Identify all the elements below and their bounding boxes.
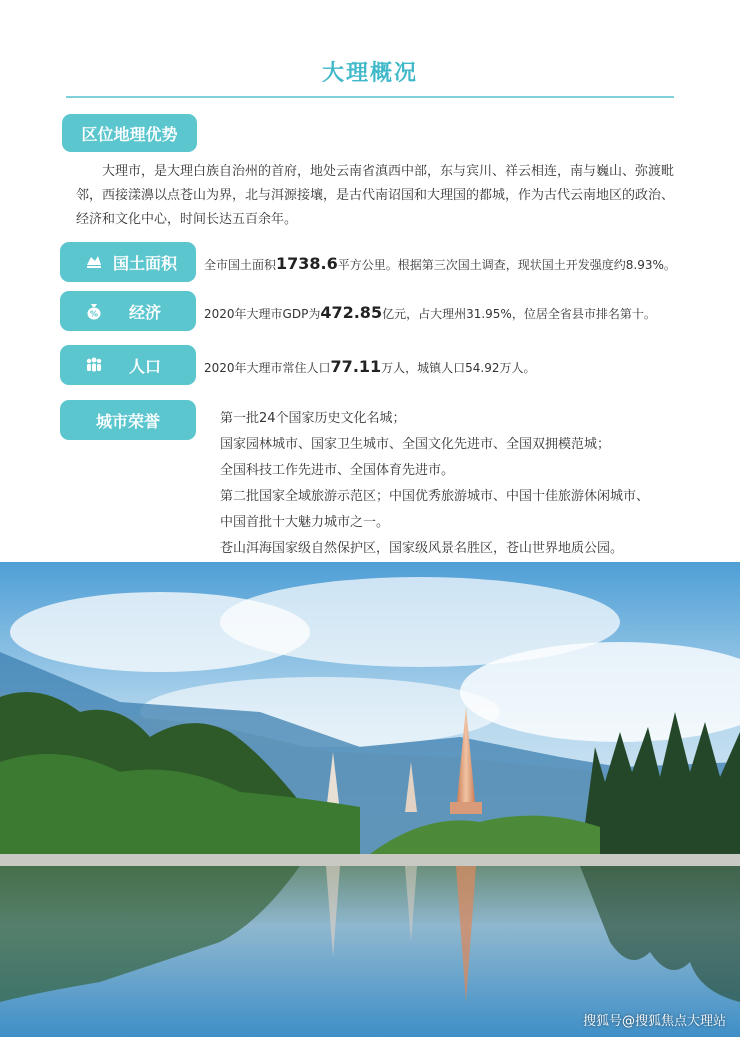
landscape-photo [0,562,740,1037]
honors-list [220,406,690,562]
stat-label-population [60,345,196,385]
stat-label-text: 人口 [128,356,161,376]
honor-line: 全国科技工作先进市、全国体育先进市。 [220,463,455,478]
section-label-honors: 城市荣誉 [60,400,196,440]
honor-line: 国家园林城市、国家卫生城市、全国文化先进市、全国双拥模范城； [220,437,611,452]
stat-value: 77.11 [330,357,382,376]
honor-line: 第二批国家全域旅游示范区；中国优秀旅游城市、中国十佳旅游休闲城市、 [220,489,650,504]
svg-text:%: % [89,309,99,319]
honor-line: 中国首批十大魅力城市之一。 [220,515,390,530]
stat-text-land-area: 全市国土面积1738.6平方公里。根据第三次国土调查，现状国土开发强度约8.93%。 [204,254,676,273]
stat-text-population: 2020年大理市常住人口77.11万人，城镇人口54.92万人。 [204,357,536,376]
land-area-icon [84,252,104,272]
watermark: 搜狐号@搜狐焦点大理站 [582,1014,726,1029]
stat-label-text: 经济 [128,302,161,322]
page-title: 大理概况 [321,61,418,86]
money-bag-icon [84,301,104,321]
intro-paragraph: 大理市，是大理白族自治州的首府，地处云南省滇西中部，东与宾川、祥云相连，南与巍山、弥渡毗邻，西接漾濞以点苍山为界，北与洱源接壤，是古代南诏国和大理国的都城，作为古代云南地区的政治、经济和文化中心，时间长达五百余年。 [76,164,675,227]
stat-text-economy: 2020年大理市GDP为472.85亿元，占大理州31.95%，位居全省县市排名第十。 [204,303,656,322]
stat-value: 1738.6 [276,254,338,273]
stat-label-land-area [60,242,196,282]
stat-label-text: 国土面积 [112,253,177,273]
honor-line: 第一批24个国家历史文化名城； [220,411,406,426]
title-divider [66,96,674,98]
section-label-location: 区位地理优势 [62,114,197,152]
stat-label-economy [60,291,196,331]
stat-value: 472.85 [320,303,383,322]
honor-line: 苍山洱海国家级自然保护区，国家级风景名胜区，苍山世界地质公园。 [220,541,624,556]
people-icon [84,355,104,375]
